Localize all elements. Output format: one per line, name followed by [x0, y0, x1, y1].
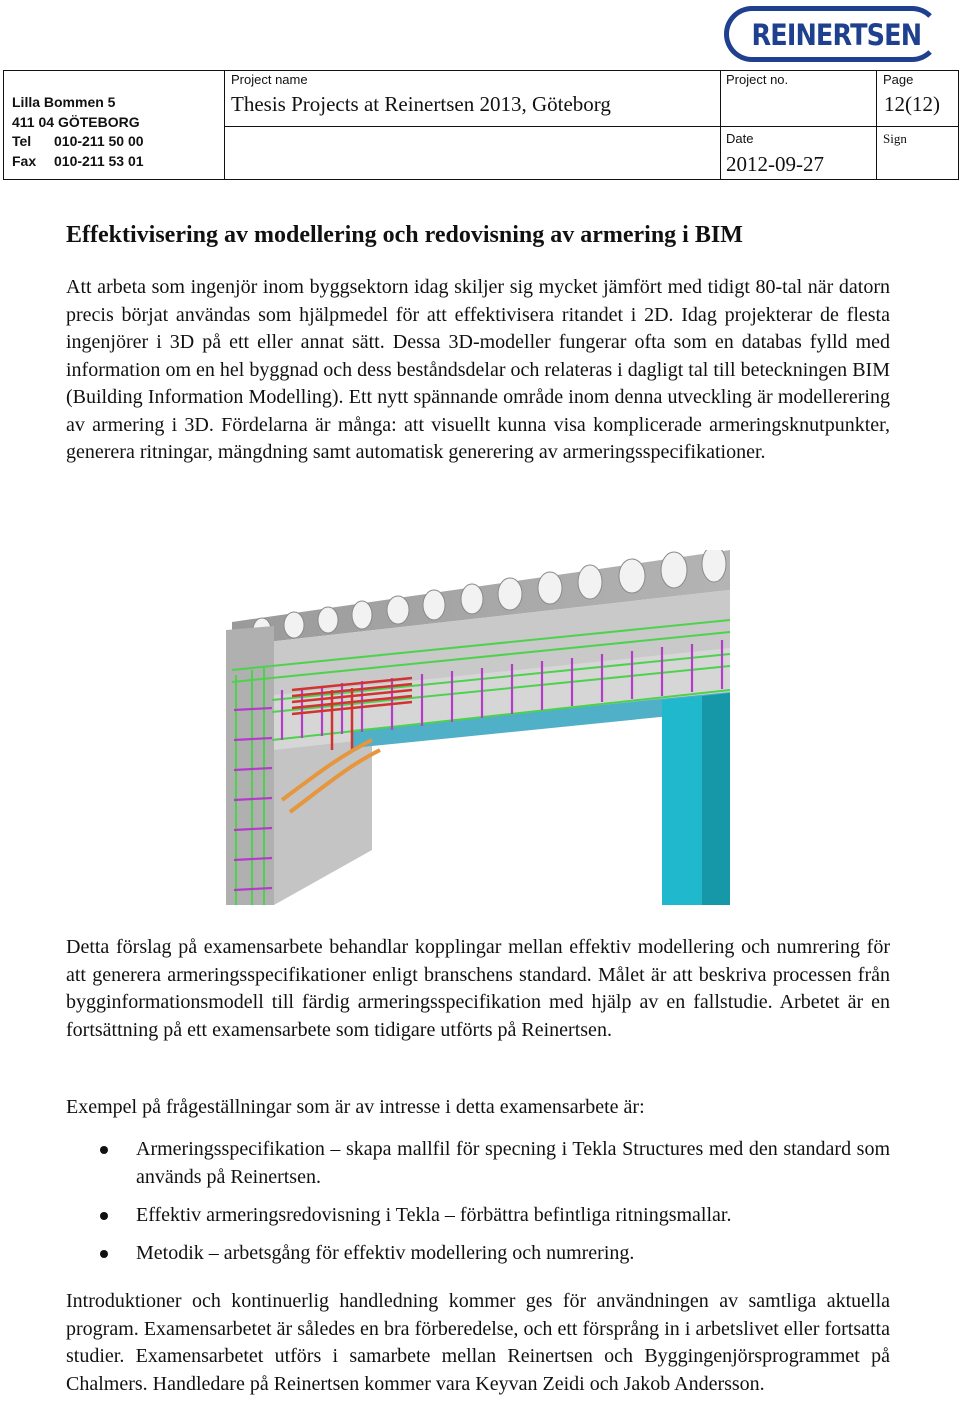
- paragraph-supervision: Introduktioner och kontinuerlig handledning kommer ges för användningen av samtliga aktuella program. Examensarbetet är således en bra förberedelse, och ett försprång in i arbetslivet eller fortsatta studier. Examensarbetet utförs i samarbete mellan Reinertsen och Byggingenjörsprogrammet på Chalmers. Handledare på Reinertsen kommer vara Keyvan Zeidi och Jakob Andersson.: [66, 1290, 890, 1395]
- page-label: Page: [883, 72, 914, 87]
- document-date: 2012-09-27: [726, 152, 824, 176]
- project-name: Thesis Projects at Reinertsen 2013, Göteborg: [231, 92, 611, 116]
- phone-line: Tel 010-211 50 00: [12, 133, 144, 149]
- list-item: Armeringsspecifikation – skapa mallfil för specning i Tekla Structures med den standard som används på Reinertsen.: [66, 1136, 890, 1191]
- date-label: Date: [726, 131, 754, 146]
- paragraph-proposal: Detta förslag på examensarbete behandlar kopplingar mellan effektiv modellering och numrering för att generera armeringsspecifikationer enligt branschens standard. Målet är att beskriva processen från bygginformationsmodell till färdig armeringsspecifikation med hjälp av en fallstudie. Arbetet är en fortsättning på ett examensarbete som tidigare utförts på Reinertsen.: [66, 936, 890, 1041]
- page-number: 12(12): [884, 92, 940, 116]
- paragraph-intro: Att arbeta som ingenjör inom byggsektorn idag skiljer sig mycket jämfört med tidigt 80-tal när datorn precis börjat användas som hjälpmedel för att effektivisera ritandet i 2D. Idag projekterar de flesta ingenjörer i 3D på ett eller annat sätt. Dessa 3D-modeller fungerar ofta som en databas fylld med information om en hel byggnad och dess beståndsdelar och relateras i dagligt tal till beteckningen BIM (Building Information Modelling). Ett nytt spännande område inom denna utveckling är modellerering av armering i 3D. Fördelarna är många: att visuellt kunna visa komplicerade armeringsknutpunkter, generera ritningar, mängdning samt automatisk generering av armeringsspecifikationer.: [66, 276, 890, 463]
- document-title: Effektivisering av modellering och redovisning av armering i BIM: [66, 222, 743, 248]
- cyan-column: [662, 696, 702, 905]
- header-divider: [876, 71, 877, 179]
- list-item: Effektiv armeringsredovisning i Tekla – förbättra befintliga ritningsmallar.: [66, 1202, 890, 1230]
- company-address: [12, 93, 144, 171]
- fax-line: Fax 010-211 53 01: [12, 152, 144, 169]
- sign-label: Sign: [883, 131, 907, 146]
- header-divider: [720, 71, 721, 179]
- paragraph-questions-intro: Exempel på frågeställningar som är av intresse i detta examensarbete är:: [66, 1096, 645, 1118]
- project-no-label: Project no.: [726, 72, 789, 87]
- logo-wordmark: REINERTSEN: [748, 18, 926, 52]
- bullet-icon: [100, 1146, 108, 1154]
- bullet-icon: [100, 1250, 108, 1258]
- address-line: Lilla Bommen 5: [12, 94, 116, 110]
- bim-reinforcement-model-image: [212, 550, 732, 905]
- cyan-column-side: [702, 693, 730, 905]
- header-divider: [224, 71, 225, 179]
- header-divider: [224, 126, 958, 127]
- list-item: Metodik – arbetsgång för effektiv modellering och numrering.: [66, 1240, 890, 1268]
- company-logo: [724, 6, 948, 64]
- question-list: [66, 1136, 890, 1278]
- project-name-label: Project name: [231, 72, 308, 87]
- bullet-icon: [100, 1212, 108, 1220]
- address-line: 411 04 GÖTEBORG: [12, 113, 140, 130]
- document-header: [3, 70, 959, 180]
